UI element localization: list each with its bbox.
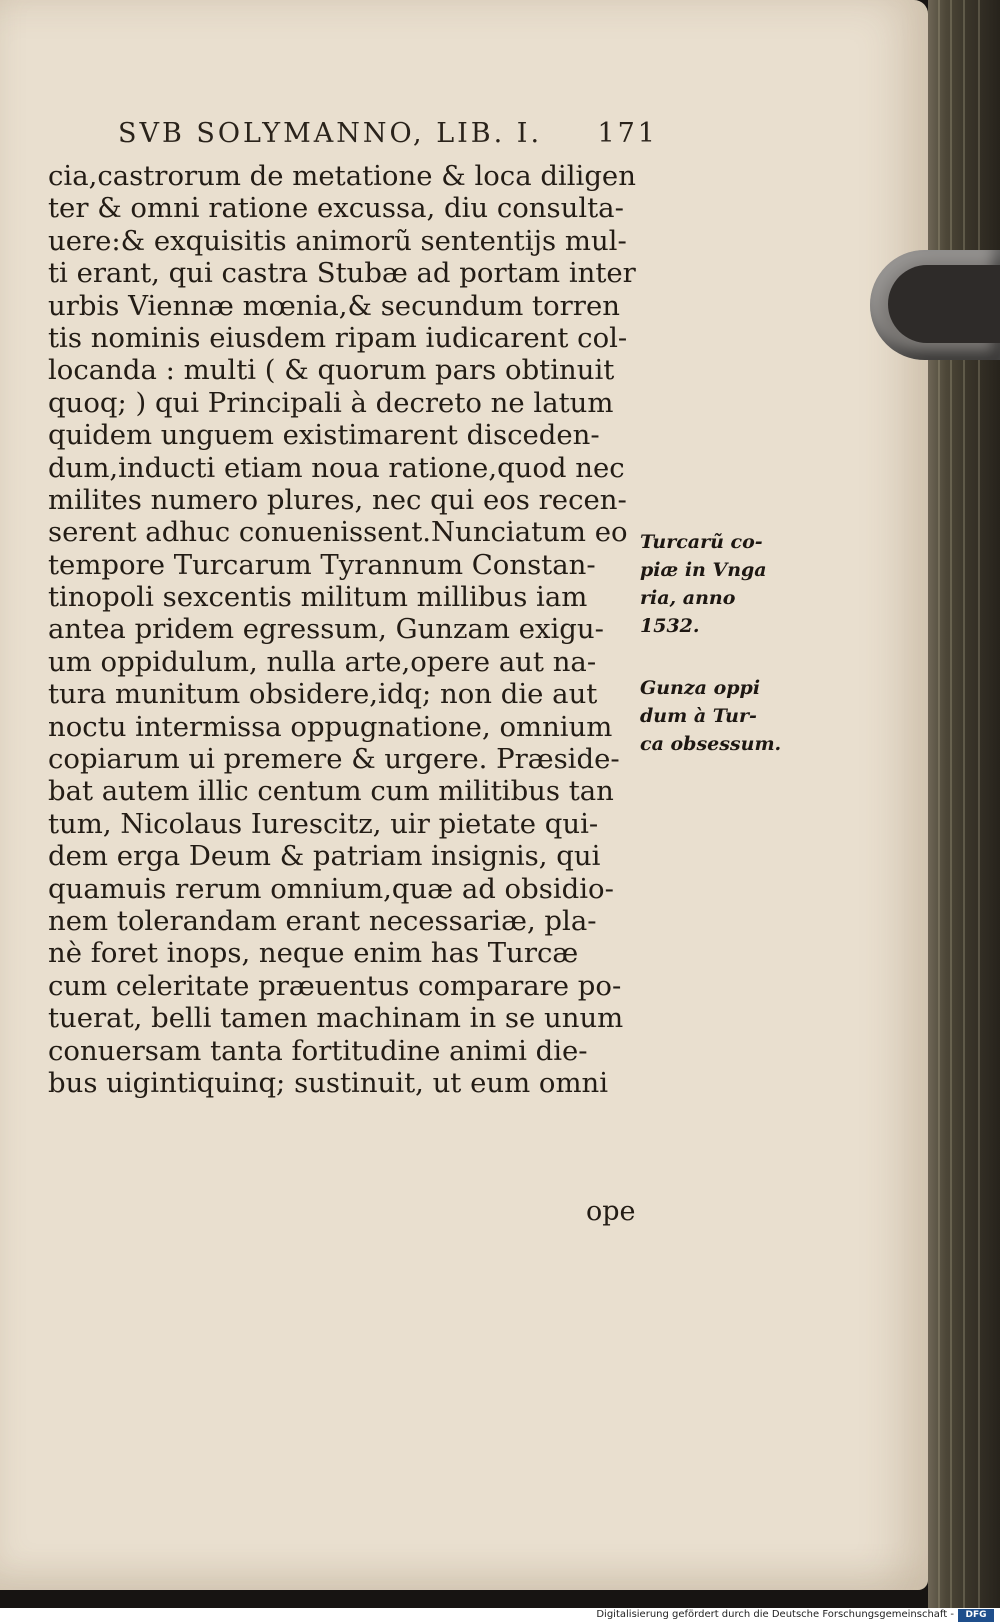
text-line: um oppidulum, nulla arte,opere aut na- [48, 645, 597, 678]
text-line: tuerat, belli tamen machinam in se unum [48, 1002, 624, 1035]
margin-note-line: ria, anno [640, 587, 736, 609]
catchword: ope [586, 1196, 636, 1227]
text-line: noctu intermissa oppugnatione, omnium [48, 710, 613, 743]
text-line: locanda : multi ( & quorum pars obtinuit [48, 354, 615, 387]
text-line: tum, Nicolaus Iurescitz, uir pietate qui- [48, 807, 599, 840]
text-line: tis nominis eiusdem ripam iudicarent col- [48, 321, 628, 354]
margin-note-line: dum à Tur- [640, 705, 757, 727]
running-header [118, 118, 658, 149]
text-line: dum,inducti etiam noua ratione,quod nec [48, 451, 625, 484]
text-line: quidem unguem existimarent disceden- [48, 419, 600, 452]
margin-note [640, 674, 790, 758]
margin-note-line: Turcarũ co- [640, 531, 763, 553]
text-line: tinopoli sexcentis militum millibus iam [48, 581, 588, 614]
text-line: nem tolerandam erant necessariæ, pla- [48, 904, 597, 937]
text-line: uere:& exquisitis animorũ sententijs mul- [48, 224, 627, 257]
text-line: copiarum ui premere & urgere. Præside- [48, 743, 620, 776]
margin-note [640, 528, 790, 640]
text-line: ter & omni ratione excussa, diu consulta- [48, 192, 624, 225]
margin-note-line: 1532. [640, 615, 700, 637]
margin-note-line: Gunza oppi [640, 677, 761, 699]
text-line: tura munitum obsidere,idq; non die aut [48, 678, 598, 711]
margin-note-line: ca obsessum. [640, 733, 782, 755]
margin-note-line: piæ in Vnga [640, 559, 767, 581]
text-line: urbis Viennæ mœnia,& secundum torren [48, 289, 620, 322]
text-line: serent adhuc conuenissent.Nunciatum eo [48, 516, 628, 549]
text-line: dem erga Deum & patriam insignis, qui [48, 840, 601, 873]
text-line: bus uigintiquinq; sustinuit, ut eum omni [48, 1066, 609, 1099]
text-line: bat autem illic centum cum militibus tan [48, 775, 614, 808]
text-line: cia,castrorum de metatione & loca diligen [48, 160, 636, 192]
text-line: antea pridem egressum, Gunzam exigu- [48, 613, 604, 646]
folio-number: 171 [597, 118, 658, 149]
text-line: tempore Turcarum Tyrannum Constan- [48, 548, 596, 581]
text-line: ti erant, qui castra Stubæ ad portam inter [48, 257, 636, 290]
text-line: conuersam tanta fortitudine animi die- [48, 1034, 588, 1067]
text-line: quamuis rerum omnium,quæ ad obsidio- [48, 872, 614, 905]
main-text-block [48, 160, 648, 1099]
running-title: SVB SOLYMANNO, LIB. I. [118, 118, 543, 149]
text-line: nè foret inops, neque enim has Turcæ [48, 937, 579, 970]
page-edge [928, 0, 1000, 1608]
book-clamp-inner [888, 265, 1000, 343]
text-line: cum celeritate præuentus comparare po- [48, 969, 622, 1002]
text-line: milites numero plures, nec qui eos recen- [48, 483, 627, 516]
margin-notes [640, 528, 790, 792]
text-line: quoq; ) qui Principali à decreto ne latum [48, 386, 614, 419]
footer-credit: Digitalisierung gefördert durch die Deutsche Forschungsgemeinschaft - [596, 1609, 954, 1620]
dfg-logo: DFG [958, 1609, 994, 1622]
